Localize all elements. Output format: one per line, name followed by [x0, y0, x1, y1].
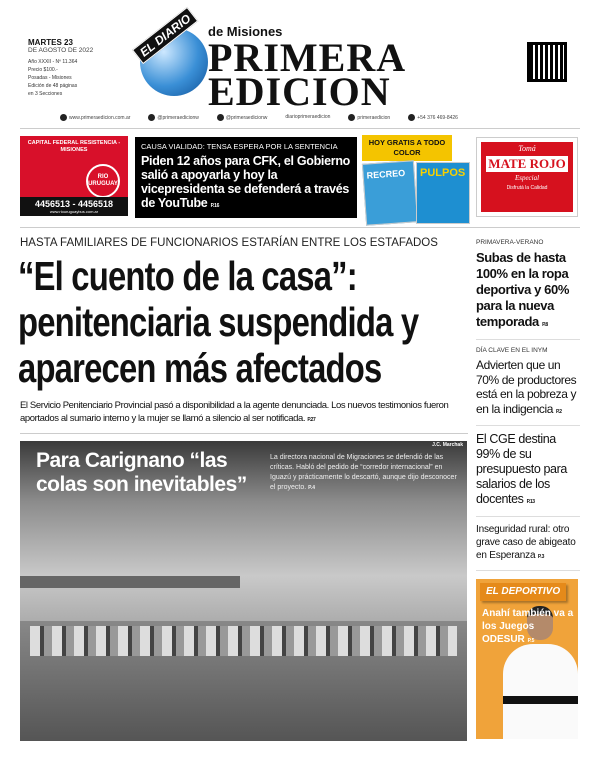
- photo-headline: Para Carignano “las colas son inevitables”: [36, 449, 247, 496]
- logo-title-2: EDICION: [208, 69, 391, 114]
- ad-text: Especial: [514, 174, 540, 182]
- side-story[interactable]: PRIMAVERA-VERANO Subas de hasta 100% en la ropa deportiva y 60% para la nueva temporada P.8: [476, 238, 580, 340]
- cars-shape: [30, 626, 457, 656]
- photo-summary: La directora nacional de Migraciones se defendió de las críticas. Habló del pedido de “corredor internacional” en Iguazú y prácticamente lo descartó, aunque dijo desconocer el proyecto. P.4: [270, 454, 457, 491]
- lead-column: [18, 236, 468, 741]
- bridge-shape: [20, 576, 240, 588]
- youtube-icon: [348, 114, 355, 121]
- edition-info: [28, 38, 93, 98]
- magazine-promo: HOY GRATIS A TODO COLOR: [362, 135, 452, 161]
- side-headline: Subas de hasta 100% en la ropa deportiva y 60% para la nueva temporada: [476, 250, 569, 329]
- sports-headline: Anahí también va a los Juegos ODESUR: [482, 608, 574, 645]
- bus-brand: RIO URUGUAY: [86, 164, 120, 198]
- side-headline: Advierten que un 70% de productores está en la pobreza y en la indigencia: [476, 358, 577, 416]
- magazine-recreo[interactable]: RECREO: [362, 160, 418, 225]
- bus-route: CAPITAL FEDERAL RESISTENCIA - MISIONES: [27, 140, 121, 153]
- box-kicker: CAUSA VIALIDAD: TENSA ESPERA POR LA SENTENCIA: [141, 142, 338, 151]
- side-story[interactable]: Inseguridad rural: otro grave caso de abigeato en Esperanza P.3: [476, 523, 580, 571]
- bus-web: www.riouruguaybus.com.ar: [49, 209, 99, 214]
- bus-ad[interactable]: [20, 136, 128, 216]
- divider: [20, 128, 580, 129]
- sports-label: EL DEPORTIVO: [480, 583, 566, 601]
- bus-phone: 4456513 - 4456518: [34, 199, 114, 209]
- side-story[interactable]: DÍA CLAVE EN EL INYM Advierten que un 70% de productores está en la pobreza y en la indigencia P.2: [476, 346, 580, 426]
- magazine-pulpos[interactable]: PULPOS: [416, 162, 470, 224]
- whatsapp-link[interactable]: +54 376 469-8426: [408, 114, 458, 121]
- side-story[interactable]: El CGE destina 99% de su presupuesto para salarios de los docentes P.13: [476, 432, 580, 517]
- side-kicker: PRIMAVERA-VERANO: [476, 239, 544, 246]
- twitter-icon: [148, 114, 155, 121]
- sports-promo[interactable]: EL DEPORTIVO Anahí también va a los Juegos ODESUR P.5: [476, 579, 578, 739]
- qr-code-icon: [527, 42, 567, 82]
- side-kicker: DÍA CLAVE EN EL INYM: [476, 347, 548, 354]
- featured-box[interactable]: [135, 137, 357, 218]
- twitter-link[interactable]: @primeraedicionw: [148, 114, 198, 121]
- price: Precio $100.-: [28, 67, 58, 73]
- box-headline: Piden 12 años para CFK, el Gobierno salió a apoyarla y hoy la vicepresidenta se defenderá a través de YouTube: [141, 154, 350, 210]
- facebook-link[interactable]: @primeraedicionw: [217, 114, 267, 121]
- logo-badge: EL DIARIO: [132, 7, 199, 65]
- youtube-link[interactable]: primeraedicion: [348, 114, 390, 121]
- pages: Edición de 48 páginas: [28, 83, 78, 89]
- logo-region: de Misiones: [208, 24, 283, 39]
- divider: [20, 227, 580, 228]
- social-bar: [60, 114, 570, 121]
- page-ref: P.16: [210, 203, 220, 209]
- instagram-link[interactable]: diarioprimeraedicion: [285, 114, 331, 120]
- issue: Año XXXII - Nº 11.364: [28, 59, 78, 65]
- lead-headline[interactable]: “El cuento de la casa”: penitenciaria suspendida y aparecen más afectados: [18, 253, 419, 391]
- ad-text: Tomá: [518, 144, 536, 153]
- side-column: [476, 238, 580, 739]
- ad-brand: MATE ROJO: [486, 156, 568, 172]
- ad-slogan: Disfrutá la Calidad: [506, 185, 548, 191]
- lead-summary: El Servicio Penitenciario Provincial pasó a disponibilidad a la agente denunciada. Los nuevos testimonios fueron aportados al sumario interno y la mujer se llamó a silencio al ser notificada. P.27: [20, 400, 449, 424]
- logo-title-1: PRIMERA: [208, 35, 407, 80]
- side-headline: Inseguridad rural: otro grave caso de abigeato en Esperanza: [476, 524, 576, 561]
- weekday: MARTES 23: [28, 38, 73, 47]
- mate-rojo-ad[interactable]: [476, 137, 578, 217]
- date: DE AGOSTO DE 2022: [28, 47, 94, 54]
- sections: en 3 Secciones: [28, 91, 63, 97]
- side-headline: El CGE destina 99% de su presupuesto para salarios de los docentes: [476, 432, 567, 506]
- photo-credit: J.C. Marchak: [432, 442, 463, 448]
- page-ref: P.27: [307, 417, 316, 423]
- website-link[interactable]: www.primeraedicion.com.ar: [60, 114, 130, 121]
- facebook-icon: [217, 114, 224, 121]
- traffic-photo[interactable]: [20, 441, 467, 741]
- globe-icon: [60, 114, 67, 121]
- whatsapp-icon: [408, 114, 415, 121]
- lead-kicker: HASTA FAMILIARES DE FUNCIONARIOS ESTARÍAN ENTRE LOS ESTAFADOS: [20, 237, 438, 249]
- athlete-image: [503, 644, 578, 739]
- divider: [20, 433, 468, 434]
- city: Posadas - Misiones: [28, 75, 72, 81]
